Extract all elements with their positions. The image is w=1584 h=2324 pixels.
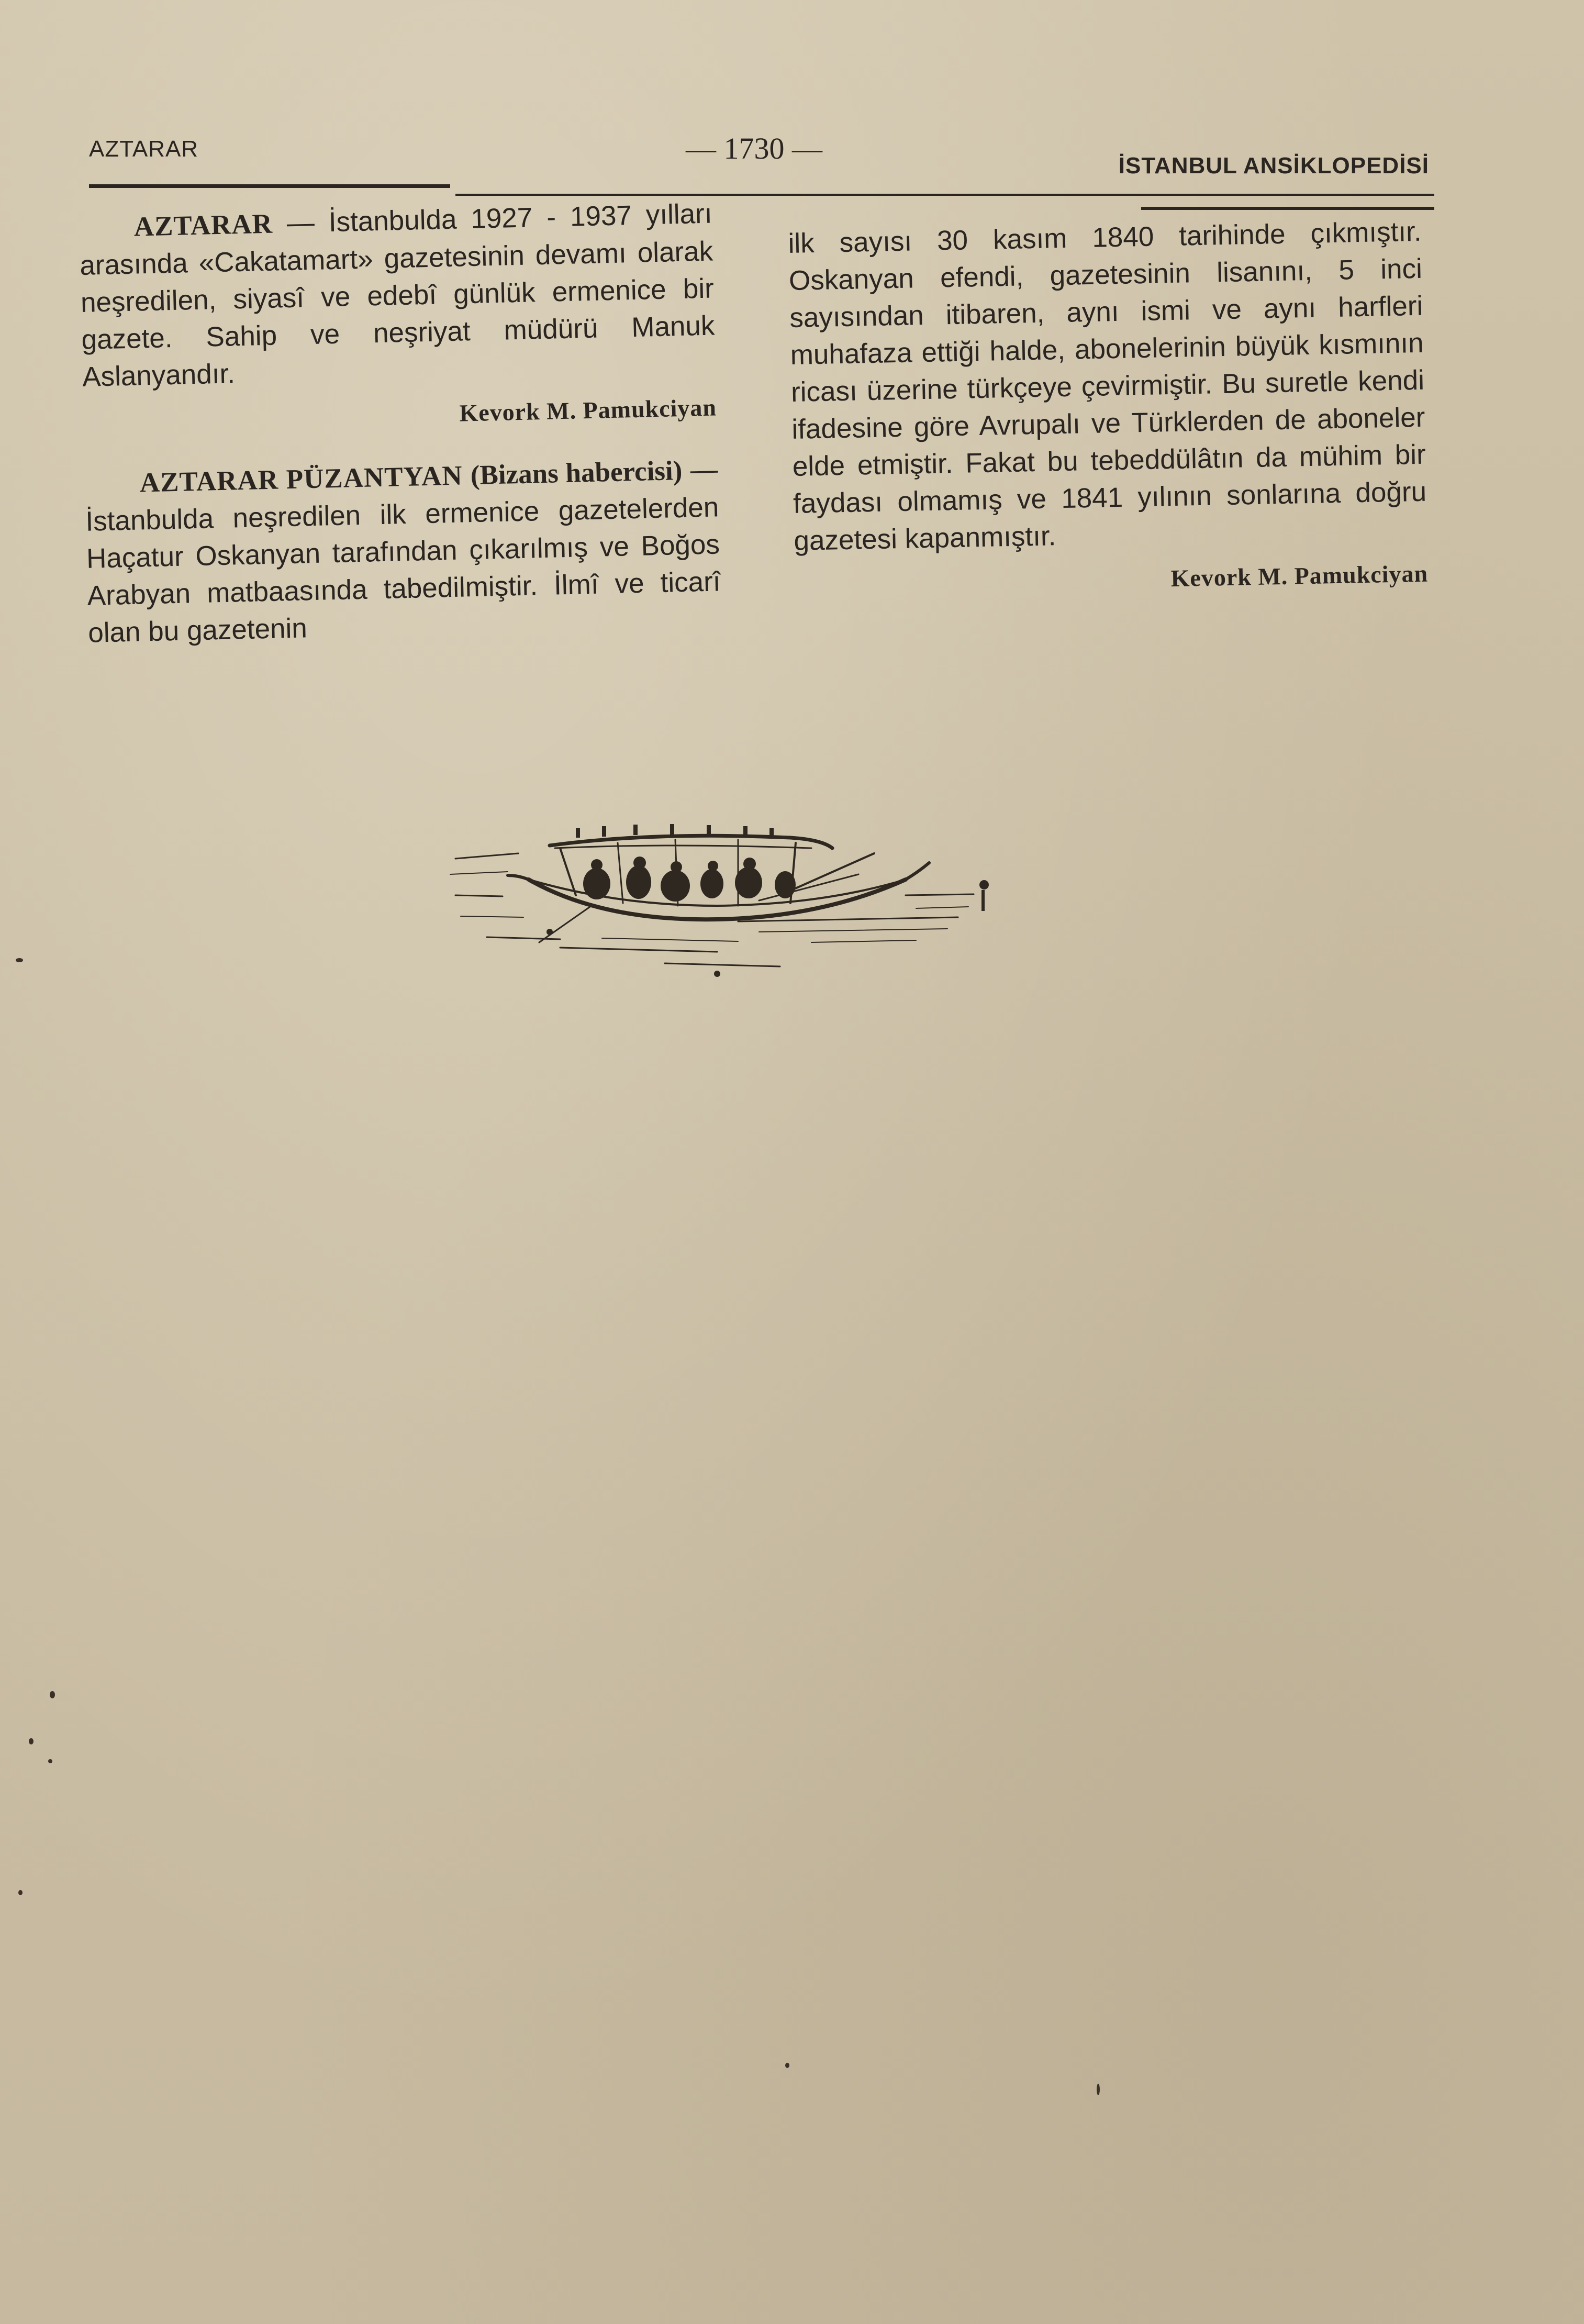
dust-speck	[18, 1890, 23, 1895]
running-head-right: İSTANBUL ANSİKLOPEDİSİ	[1118, 153, 1429, 179]
entry-text	[79, 195, 716, 396]
dust-speck	[29, 1738, 34, 1744]
boat-illustration	[445, 817, 1010, 984]
entry-text	[84, 451, 722, 651]
dust-speck	[16, 958, 23, 962]
entry-author: Kevork M. Pamukciyan	[459, 394, 717, 427]
header-rule	[455, 194, 1434, 196]
entry-text	[788, 213, 1427, 560]
header-rule-left	[89, 184, 450, 188]
entry-author: Kevork M. Pamukciyan	[1170, 560, 1429, 592]
right-column	[788, 213, 1429, 629]
left-column	[79, 195, 722, 652]
entry-subtitle: (Bizans habercisi)	[470, 455, 683, 491]
dust-speck	[1097, 2084, 1100, 2095]
dust-speck	[50, 1691, 55, 1698]
dust-speck	[48, 1759, 52, 1763]
page-number: — 1730 —	[686, 131, 822, 165]
entry-aztarar	[79, 195, 717, 440]
entry-headword: AZTARAR	[133, 208, 273, 242]
entry-body: — İstanbulda neşredilen ilk ermenice gazetelerden Haçatur Oskanyan tarafından çıkarılmış ve Boğos Arabyan matbaasında tabedilmiştir. İlmî ve ticarî olan bu gazetenin	[85, 454, 721, 649]
dust-speck	[785, 2063, 789, 2068]
entry-headword: AZTARAR PÜZANTYAN	[139, 460, 463, 498]
entry-aztarar-puzantyan	[84, 451, 722, 651]
entry-continuation	[788, 213, 1429, 604]
header-rule-right	[1141, 207, 1434, 210]
running-head-left: AZTARAR	[89, 136, 199, 162]
entry-body-continued: ilk sayısı 30 kasım 1840 tarihinde çıkmıştır. Oskanyan efendi, gazetesinin lisanını, 5 inci sayısından itibaren, aynı ismi ve aynı harfleri muhafaza ettiği halde, abonelerinin büyük kısmının ricası üzerine türkçeye çevirmiştir. Bu suretle kendi ifadesine göre Avrupalı ve Türklerden de aboneler elde etmiştir. Fakat bu tebeddülâtın da mühim bir faydası olmamış ve 1841 yılının sonlarına doğru gazetesi kapanmıştır.	[788, 216, 1427, 557]
entry-body: — İstanbulda 1927 - 1937 yılları arasında «Cakatamart» gazetesinin devamı olarak neşredilen, siyasî ve edebî günlük ermenice bir gazete. Sahip ve neşriyat müdürü Manuk Aslanyandır.	[79, 198, 716, 393]
